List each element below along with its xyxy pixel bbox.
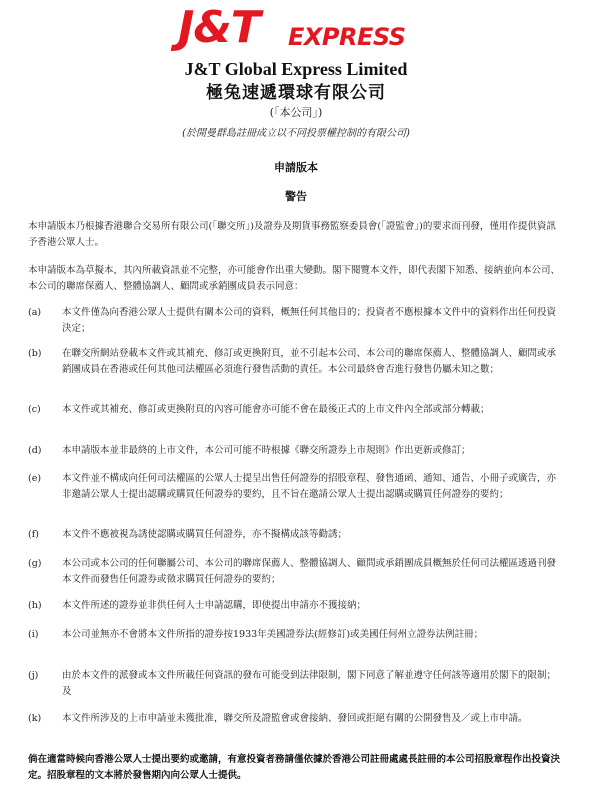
list-item-label: (g) (28, 558, 42, 569)
list-item-text: 本文件或其補充、修訂或更換附頁的內容可能會亦可能不會在最後正式的上市文件內全部或部分轉載； (62, 404, 490, 415)
company-name-chinese: 極兔速遞環球有限公司 (206, 83, 386, 103)
draft-paragraph: 本申請版本為草擬本，其內所載資訊並不完整，亦可能會作出重大變動。閣下閱覽本文件，即代表閣下知悉、接納並向本公司、本公司的聯席保薦人、整體協調人、顧問或承銷團成員表示同意： (28, 265, 561, 292)
list-item-text: 本文件所涉及的上市申請並未獲批准，聯交所及證監會或會接納、發回或拒絕有關的公開發售及／或上市申請。 (62, 713, 528, 724)
incorporation-note: (於開曼群島註冊成立以不同投票權控制的有限公司) (182, 128, 410, 139)
list-item-label: (d) (28, 445, 42, 456)
version-heading: 申請版本 (274, 161, 318, 174)
list-item-text: 在聯交所網站登載本文件或其補充、修訂或更換附頁，並不引起本公司、本公司的聯席保薦人、整體協調人、顧問或承銷團成員在香港或任何其他司法權區必須進行發售活動的責任。本公司最終會否進行發售仍屬未知之數； (62, 348, 557, 375)
list-item-label: (h) (28, 600, 42, 611)
logo-wordmark: EXPRESS (288, 23, 406, 51)
list-item-text: 本文件所述的證券並非供任何人士申請認購，即使提出申請亦不獲接納； (62, 600, 367, 611)
list-item-text: 本文件不應被視為誘使認購或購買任何證券，亦不擬構成該等勸誘； (62, 529, 348, 540)
list-item-text: 本文件僅為向香港公眾人士提供有關本公司的資料，概無任何其他目的；投資者不應根據本文件中的資料作出任何投資決定； (62, 307, 557, 334)
warning-heading: 警告 (285, 190, 307, 203)
list-item-label: (f) (28, 529, 39, 540)
list-item-label: (k) (28, 713, 42, 724)
list-item-text: 本申請版本並非最終的上市文件，本公司可能不時根據《聯交所證券上市規則》作出更新或修訂； (62, 445, 471, 456)
list-item-label: (e) (28, 473, 42, 484)
list-item-label: (c) (28, 404, 41, 415)
list-item-text: 本公司或本公司的任何聯屬公司、本公司的聯席保薦人、整體協調人、顧問或承銷團成員概無於任何司法權區透過刊發本文件而發售任何證券或徵求購買任何證券的要約； (62, 558, 557, 585)
list-item-label: (j) (28, 670, 39, 681)
list-item-text: 由於本文件的派發或本文件所載任何資訊的發布可能受到法律限制，閣下同意了解並遵守任何該等適用於閣下的限制；及 (62, 670, 557, 697)
list-item-label: (i) (28, 629, 39, 640)
company-logo (178, 2, 414, 56)
logo-mark: J&T (178, 2, 260, 53)
list-item-text: 本文件並不構成向任何司法權區的公眾人士提呈出售任何證券的招股章程、發售通函、通知、通告、小冊子或廣告，亦非邀請公眾人士提出認購或購買任何證券的要約，且不旨在邀請公眾人士提出認購或購買任何證券的要約； (62, 473, 557, 500)
company-short-name: (「本公司」) (269, 106, 323, 119)
intro-paragraph: 本申請版本乃根據香港聯合交易所有限公司(「聯交所」)及證券及期貨事務監察委員會(「證監會」)的要求而刊發，僅用作提供資訊予香港公眾人士。 (28, 221, 556, 248)
company-name-english: J&T Global Express Limited (184, 59, 408, 79)
list-item-label: (a) (28, 307, 42, 318)
list-item-label: (b) (28, 348, 42, 359)
footer-notice: 倘在適當時候向香港公眾人士提出要約或邀請，有意投資者務請僅依據於香港公司註冊處處長註冊的本公司招股章程作出投資決定。招股章程的文本將於發售期內向公眾人士提供。 (28, 754, 561, 781)
list-item-text: 本公司並無亦不會將本文件所指的證券按1933年美國證券法(經修訂)或美國任何州立證券法例註冊； (62, 629, 484, 640)
